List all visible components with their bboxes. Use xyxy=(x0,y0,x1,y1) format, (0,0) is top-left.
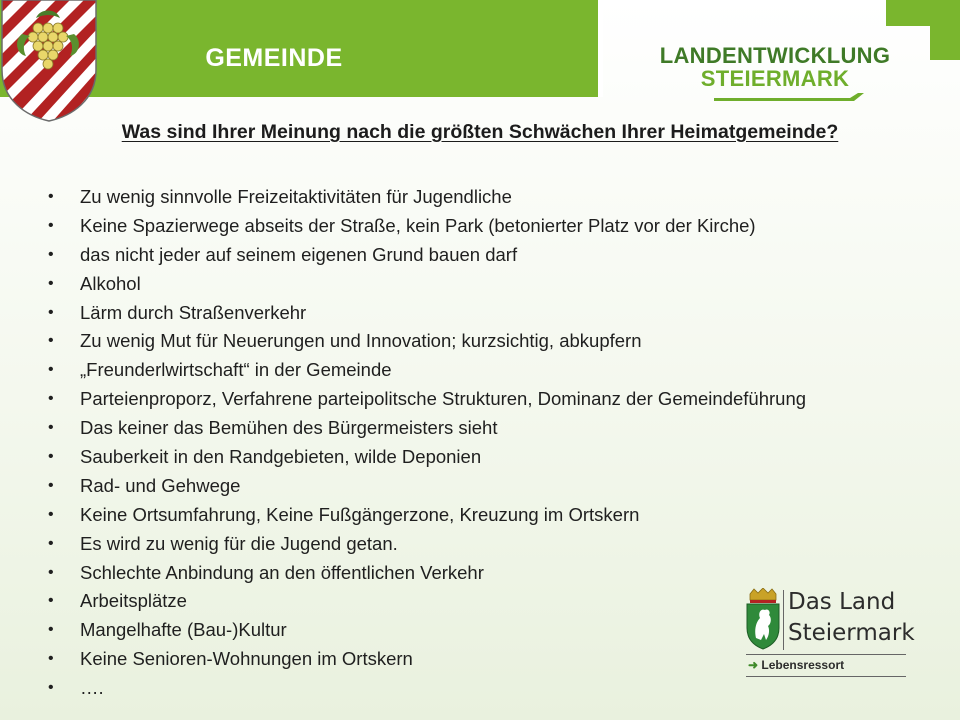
logo-line-1: Das Land xyxy=(788,589,896,615)
list-item xyxy=(48,356,806,385)
list-item xyxy=(48,645,806,674)
list-item xyxy=(48,530,806,559)
list-item-text: Zu wenig Mut für Neuerungen und Innovation; kurzsichtig, abkupfern xyxy=(80,330,642,352)
bullet-icon: • xyxy=(48,419,54,437)
list-item-text: Keine Spazierwege abseits der Straße, kein Park (betonierter Platz vor der Kirche) xyxy=(80,214,756,236)
logo-subtitle-text: Lebensressort xyxy=(761,658,845,672)
bullet-icon: • xyxy=(48,563,54,581)
bullet-icon: • xyxy=(48,303,54,321)
list-item xyxy=(48,674,806,703)
bullet-icon: • xyxy=(48,650,54,668)
list-item-text: Lärm durch Straßenverkehr xyxy=(80,301,307,323)
list-item xyxy=(48,414,806,443)
bullet-icon: • xyxy=(48,448,54,466)
brand-logo xyxy=(655,44,895,90)
list-item-text: Schlechte Anbindung an den öffentlichen Verkehr xyxy=(80,561,484,583)
list-item xyxy=(48,299,806,328)
brand-line-2: STEIERMARK xyxy=(700,66,850,91)
bullet-icon: • xyxy=(48,332,54,350)
list-item-text: das nicht jeder auf seinem eigenen Grund bauen darf xyxy=(80,243,518,265)
bullet-icon: • xyxy=(48,274,54,292)
list-item-text: Keine Senioren-Wohnungen im Ortskern xyxy=(80,648,413,670)
bullet-icon: • xyxy=(48,534,54,552)
arrow-right-icon: ➜ xyxy=(748,658,759,672)
list-item xyxy=(48,587,806,616)
list-item-text: Keine Ortsumfahrung, Keine Fußgängerzone, Kreuzung im Ortskern xyxy=(80,503,640,525)
municipal-coat-of-arms-icon xyxy=(0,0,98,122)
logo-divider xyxy=(783,590,784,650)
bullet-icon: • xyxy=(48,188,54,205)
list-item-text: Alkohol xyxy=(80,272,141,294)
bullet-icon: • xyxy=(48,476,54,494)
list-item-text: Rad- und Gehwege xyxy=(80,474,241,496)
list-item xyxy=(48,212,806,241)
list-item-text: Das keiner das Bemühen des Bürgermeisters sieht xyxy=(80,417,498,439)
list-item-text: …. xyxy=(80,677,104,699)
swoosh-icon xyxy=(714,93,864,103)
list-item xyxy=(48,183,806,212)
logo-rule-top xyxy=(746,654,906,655)
corner-block-side xyxy=(930,26,960,60)
list-item-text: Sauberkeit in den Randgebieten, wilde Deponien xyxy=(80,446,482,468)
bullet-icon: • xyxy=(48,679,54,697)
header-title: GEMEINDE xyxy=(205,44,343,72)
question-text: Was sind Ihrer Meinung nach die größten Schwächen Ihrer Heimatgemeinde? xyxy=(121,121,839,143)
list-item xyxy=(48,559,806,588)
list-item xyxy=(48,385,806,414)
styria-panther-shield-icon xyxy=(744,588,782,650)
logo-line-2: Steiermark xyxy=(788,620,915,646)
list-item xyxy=(48,241,806,270)
list-item-text: Mangelhafte (Bau-)Kultur xyxy=(80,619,287,641)
list-item xyxy=(48,616,806,645)
das-land-steiermark-logo xyxy=(742,586,915,680)
header-divider xyxy=(598,0,603,97)
bullet-icon: • xyxy=(48,216,54,234)
logo-subtitle xyxy=(748,658,844,672)
list-item xyxy=(48,443,806,472)
list-item-text: Es wird zu wenig für die Jugend getan. xyxy=(80,532,398,554)
list-item-text: Parteienproporz, Verfahrene parteipolitsche Strukturen, Dominanz der Gemeindeführung xyxy=(80,388,807,410)
page-title xyxy=(0,121,960,144)
list-item xyxy=(48,472,806,501)
bullet-icon: • xyxy=(48,361,54,379)
brand-line-1: LANDENTWICKLUNG xyxy=(659,43,891,68)
corner-block-top xyxy=(886,0,960,26)
logo-rule-bottom xyxy=(746,676,906,677)
list-item-text: „Freunderlwirtschaft“ in der Gemeinde xyxy=(80,359,392,381)
bullet-icon: • xyxy=(48,245,54,263)
list-item-text: Arbeitsplätze xyxy=(80,590,187,612)
bullet-icon: • xyxy=(48,592,54,610)
list-item xyxy=(48,327,806,356)
bullet-icon: • xyxy=(48,505,54,523)
bullet-icon: • xyxy=(48,621,54,639)
bullet-icon: • xyxy=(48,390,54,408)
weakness-list xyxy=(48,183,806,703)
list-item xyxy=(48,270,806,299)
list-item xyxy=(48,501,806,530)
list-item-text: Zu wenig sinnvolle Freizeitaktivitäten für Jugendliche xyxy=(80,186,512,207)
